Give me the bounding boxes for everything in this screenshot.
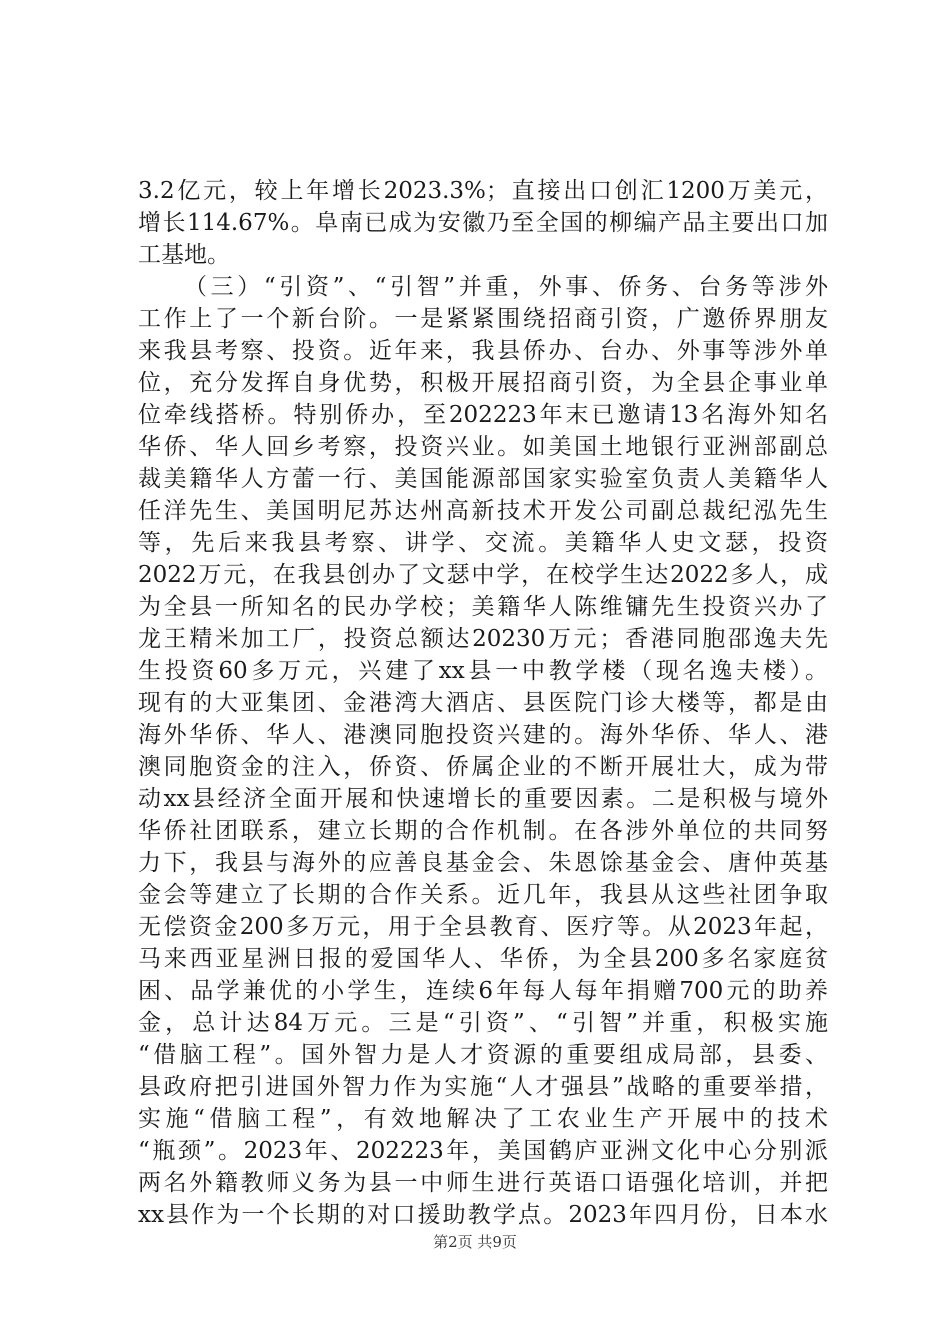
text-line: “瓶颈”。2023年、202223年，美国鹤庐亚洲文化中心分别派 [138,1138,828,1164]
page-footer [0,1232,950,1252]
text-line: 现有的大亚集团、金港湾大酒店、县医院门诊大楼等，都是由 [138,690,828,716]
section-heading-line: （三）“引资”、“引智”并重，外事、侨务、台务等涉外 [184,274,828,300]
text-line: 位，充分发挥自身优势，积极开展招商引资，为全县企事业单 [138,370,828,396]
text-line: 动xx县经济全面开展和快速增长的重要因素。二是积极与境外 [138,786,828,812]
text-line: 澳同胞资金的注入，侨资、侨属企业的不断开展壮大，成为带 [138,754,828,780]
text-line: 生投资60多万元，兴建了xx县一中教学楼（现名逸夫楼）。 [138,658,828,684]
text-line: 等，先后来我县考察、讲学、交流。美籍华人史文瑟，投资 [138,530,828,556]
text-line: 华侨社团联系，建立长期的合作机制。在各涉外单位的共同努 [138,818,828,844]
text-line: 工基地。 [138,242,230,268]
text-line: xx县作为一个长期的对口援助教学点。2023年四月份，日本水 [138,1202,828,1228]
text-line: 龙王精米加工厂，投资总额达20230万元；香港同胞邵逸夫先 [138,626,828,652]
text-line: 2022万元，在我县创办了文瑟中学，在校学生达2022多人，成 [138,562,828,588]
text-line: 困、品学兼优的小学生，连续6年每人每年捐赠700元的助养 [138,978,828,1004]
body-text [138,175,828,1231]
text-line: 金，总计达84万元。三是“引资”、“引智”并重，积极实施 [138,1010,828,1036]
text-line: 海外华侨、华人、港澳同胞投资兴建的。海外华侨、华人、港 [138,722,828,748]
text-line: 位牵线搭桥。特别侨办，至202223年末已邀请13名海外知名 [138,402,828,428]
text-line: 任洋先生、美国明尼苏达州高新技术开发公司副总裁纪泓先生 [138,498,828,524]
text-line: 为全县一所知名的民办学校；美籍华人陈维镛先生投资兴办了 [138,594,828,620]
text-line: 两名外籍教师义务为县一中师生进行英语口语强化培训，并把 [138,1170,828,1196]
text-line: 无偿资金200多万元，用于全县教育、医疗等。从2023年起， [138,914,828,940]
text-line: 县政府把引进国外智力作为实施“人才强县”战略的重要举措， [138,1074,828,1100]
text-line: 来我县考察、投资。近年来，我县侨办、台办、外事等涉外单 [138,338,828,364]
text-line: 力下，我县与海外的应善良基金会、朱恩馀基金会、唐仲英基 [138,850,828,876]
text-line: 3.2亿元，较上年增长2023.3%；直接出口创汇1200万美元， [138,178,828,204]
page-number-label: 第2页 共9页 [433,1233,517,1251]
text-line: 增长114.67%。阜南已成为安徽乃至全国的柳编产品主要出口加 [138,210,828,236]
text-line: 金会等建立了长期的合作关系。近几年，我县从这些社团争取 [138,882,828,908]
text-line: “借脑工程”。国外智力是人才资源的重要组成局部，县委、 [138,1042,828,1068]
text-line: 马来西亚星洲日报的爱国华人、华侨，为全县200多名家庭贫 [138,946,828,972]
text-line: 裁美籍华人方蕾一行、美国能源部国家实验室负责人美籍华人 [138,466,828,492]
text-line: 实施“借脑工程”，有效地解决了工农业生产开展中的技术 [138,1106,828,1132]
text-line: 工作上了一个新台阶。一是紧紧围绕招商引资，广邀侨界朋友 [138,306,828,332]
text-line: 华侨、华人回乡考察，投资兴业。如美国土地银行亚洲部副总 [138,434,828,460]
